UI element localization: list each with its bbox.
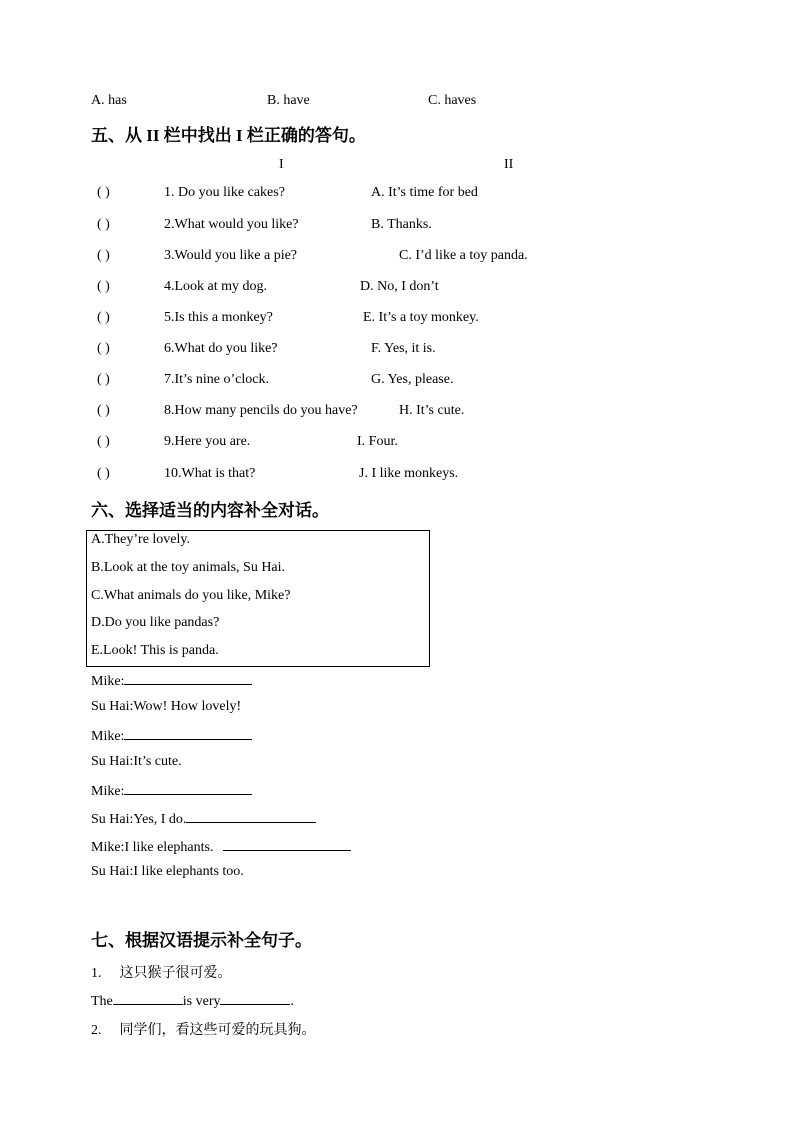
answer-paren[interactable]: ( ) xyxy=(97,248,110,263)
dialogue-option-d: D.Do you like pandas? xyxy=(91,615,220,630)
dialogue-line-5 xyxy=(91,781,252,800)
answer-paren[interactable]: ( ) xyxy=(97,185,110,200)
question-2: 2.What would you like? xyxy=(164,217,299,232)
option-a: A. has xyxy=(91,93,127,108)
answer-paren[interactable]: ( ) xyxy=(97,341,110,356)
speaker-mike: Mike: xyxy=(91,674,125,689)
sentence-start: The xyxy=(91,994,113,1009)
question-5: 5.Is this a monkey? xyxy=(164,310,273,325)
question-7-1 xyxy=(91,962,232,982)
dialogue-line-4: Su Hai:It’s cute. xyxy=(91,754,182,769)
chinese-prompt: 同学们，看这些可爱的玩具狗。 xyxy=(119,1023,316,1038)
section5-title: 五、从 II 栏中找出 I 栏正确的答句。 xyxy=(91,126,366,145)
answer-paren[interactable]: ( ) xyxy=(97,217,110,232)
question-9: 9.Here you are. xyxy=(164,434,251,449)
question-1: 1. Do you like cakes? xyxy=(164,185,285,200)
reply-i: I. Four. xyxy=(357,434,398,449)
reply-h: H. It’s cute. xyxy=(399,403,465,418)
answer-blank[interactable] xyxy=(124,781,252,795)
section7-title: 七、根据汉语提示补全句子。 xyxy=(91,931,312,950)
reply-c: C. I’d like a toy panda. xyxy=(399,248,528,263)
sentence-7-1 xyxy=(91,991,294,1010)
answer-blank[interactable] xyxy=(223,837,351,851)
dialogue-text: Su Hai:Yes, I do. xyxy=(91,812,187,827)
question-7: 7.It’s nine o’clock. xyxy=(164,372,269,387)
answer-paren[interactable]: ( ) xyxy=(97,310,110,325)
sentence-middle: is very xyxy=(182,994,221,1009)
reply-f: F. Yes, it is. xyxy=(371,341,436,356)
answer-blank[interactable] xyxy=(113,991,183,1005)
dialogue-option-a: A.They’re lovely. xyxy=(91,532,190,547)
answer-blank[interactable] xyxy=(220,991,290,1005)
speaker-mike: Mike: xyxy=(91,784,125,799)
reply-g: G. Yes, please. xyxy=(371,372,454,387)
question-number: 2. xyxy=(91,1023,102,1038)
answer-blank[interactable] xyxy=(124,726,252,740)
sentence-end: . xyxy=(290,994,294,1009)
reply-e: E. It’s a toy monkey. xyxy=(363,310,479,325)
option-b: B. have xyxy=(267,93,310,108)
speaker-mike: Mike: xyxy=(91,729,125,744)
reply-b: B. Thanks. xyxy=(371,217,432,232)
question-number: 1. xyxy=(91,966,102,981)
question-7-2 xyxy=(91,1019,316,1039)
answer-blank[interactable] xyxy=(186,809,316,823)
dialogue-option-c: C.What animals do you like, Mike? xyxy=(91,588,291,603)
answer-paren[interactable]: ( ) xyxy=(97,372,110,387)
dialogue-option-b: B.Look at the toy animals, Su Hai. xyxy=(91,560,286,575)
answer-paren[interactable]: ( ) xyxy=(97,279,110,294)
option-c: C. haves xyxy=(428,93,477,108)
answer-paren[interactable]: ( ) xyxy=(97,466,110,481)
dialogue-line-6 xyxy=(91,809,316,828)
dialogue-option-e: E.Look! This is panda. xyxy=(91,643,219,658)
dialogue-text: Mike:I like elephants. xyxy=(91,840,214,855)
question-6: 6.What do you like? xyxy=(164,341,278,356)
dialogue-line-2: Su Hai:Wow! How lovely! xyxy=(91,699,242,714)
dialogue-line-1 xyxy=(91,671,252,690)
reply-d: D. No, I don’t xyxy=(360,279,439,294)
dialogue-line-8: Su Hai:I like elephants too. xyxy=(91,864,244,879)
section6-title: 六、选择适当的内容补全对话。 xyxy=(91,501,329,520)
dialogue-line-3 xyxy=(91,726,252,745)
question-3: 3.Would you like a pie? xyxy=(164,248,298,263)
answer-paren[interactable]: ( ) xyxy=(97,434,110,449)
column-ii-header: II xyxy=(504,157,514,172)
dialogue-line-7 xyxy=(91,837,351,856)
question-4: 4.Look at my dog. xyxy=(164,279,268,294)
answer-blank[interactable] xyxy=(124,671,252,685)
question-8: 8.How many pencils do you have? xyxy=(164,403,358,418)
column-i-header: I xyxy=(279,157,284,172)
reply-a: A. It’s time for bed xyxy=(371,185,478,200)
question-10: 10.What is that? xyxy=(164,466,256,481)
chinese-prompt: 这只猴子很可爱。 xyxy=(119,966,232,981)
answer-paren[interactable]: ( ) xyxy=(97,403,110,418)
reply-j: J. I like monkeys. xyxy=(359,466,459,481)
